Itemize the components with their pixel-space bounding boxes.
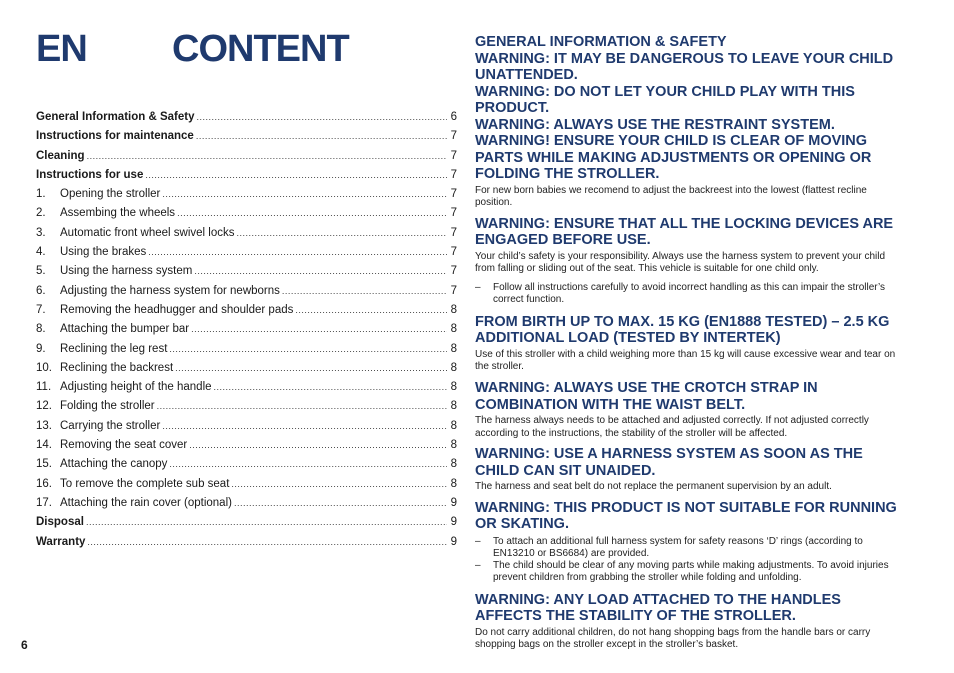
toc-entry[interactable] [36,343,457,362]
table-of-contents [36,111,457,555]
page-number: 6 [21,638,28,652]
list-item [475,282,897,306]
language-code: EN [36,28,87,70]
toc-entry[interactable] [36,130,457,149]
toc-entry-page: 8 [450,303,457,316]
toc-leader-dots [196,131,447,141]
toc-entry-number: 14. [36,439,52,452]
toc-leader-dots [87,151,447,161]
toc-entry[interactable] [36,400,457,419]
toc-entry[interactable] [36,169,457,188]
toc-leader-dots [196,112,447,122]
toc-entry-page: 8 [450,381,457,394]
list-item-text: Follow all instructions carefully to avoid incorrect handling as this can impair the stroller’s correct function. [493,281,886,305]
toc-entry-label: Adjusting height of the handle [60,381,212,394]
toc-entry-label: General Information & Safety [36,111,195,123]
toc-entry-label: Instructions for maintenance [36,130,194,143]
toc-entry[interactable] [36,207,457,226]
toc-entry-page: 7 [450,265,457,278]
toc-entry-page: 7 [450,284,457,297]
paragraph: Your child’s safety is your responsibility. Always use the harness system to prevent your child from falling or sliding out of the seat. This vehicle is suitable for one child only. [475,250,886,275]
toc-entry-number: 1. [36,188,46,201]
toc-leader-dots [214,382,447,392]
toc-entry-page: 6 [450,111,457,123]
toc-leader-dots [191,324,447,334]
warning-heading: WARNING: IT MAY BE DANGEROUS TO LEAVE YOUR CHILD UNATTENDED. [475,50,894,83]
toc-entry-number: 12. [36,400,52,413]
toc-leader-dots [148,247,447,257]
toc-entry-label: Removing the headhugger and shoulder pads [60,303,294,316]
toc-entry[interactable] [36,420,457,439]
toc-entry-label: Opening the stroller [60,188,161,201]
toc-leader-dots [189,440,447,450]
dash-marker: – [475,559,481,571]
toc-leader-dots [175,363,447,373]
warning-heading: WARNING: THIS PRODUCT IS NOT SUITABLE FOR RUNNING OR SKATING. [475,499,897,533]
toc-entry-page: 9 [450,516,457,529]
paragraph: Do not carry additional children, do not hang shopping bags from the handle bars or carry shopping bags on the stroller except in the stroller’s basket. [475,626,871,651]
toc-entry-label: Attaching the rain cover (optional) [60,496,232,509]
toc-leader-dots [169,344,447,354]
paragraph: Use of this stroller with a child weighing more than 15 kg will cause excessive wear and tear on the stroller. [475,348,896,373]
toc-entry-page: 7 [450,168,457,181]
paragraph: The harness always needs to be attached and adjusted correctly. If not adjusted correctly according to the instructions, the stability of the stroller will be affected. [475,415,869,439]
toc-leader-dots [87,537,447,547]
toc-entry[interactable] [36,285,457,304]
list-item-text: The child should be clear of any moving parts while making adjustments. To avoid injuries prevent children from grabbing the stroller while folding and unfolding. [493,559,889,583]
toc-entry-number: 3. [36,226,46,239]
toc-entry[interactable] [36,304,457,323]
dash-marker: – [475,535,481,547]
toc-entry-label: Using the harness system [60,265,193,278]
page-title: CONTENT [172,28,349,70]
list-item [475,536,897,560]
toc-entry-number: 6. [36,284,46,297]
toc-entry[interactable] [36,536,457,555]
toc-entry-number: 17. [36,496,52,509]
toc-entry[interactable] [36,478,457,497]
toc-entry-number: 8. [36,323,46,336]
toc-entry[interactable] [36,381,457,400]
toc-entry-page: 8 [450,419,457,432]
toc-entry-page: 7 [450,188,457,201]
bullet-list [475,282,897,306]
toc-entry-number: 11. [36,381,52,394]
toc-entry-page: 9 [450,535,457,548]
toc-entry-label: Automatic front wheel swivel locks [60,226,235,239]
toc-entry-label: Cleaning [36,149,85,162]
toc-leader-dots [231,479,447,489]
toc-entry-number: 13. [36,419,52,432]
toc-entry[interactable] [36,516,457,535]
toc-entry[interactable] [36,265,457,284]
toc-entry-number: 10. [36,361,52,374]
toc-leader-dots [162,421,447,431]
toc-entry-page: 7 [450,130,457,143]
toc-entry[interactable] [36,188,457,207]
toc-leader-dots [145,170,447,180]
toc-entry-page: 7 [450,207,457,220]
toc-entry[interactable] [36,111,457,130]
toc-entry[interactable] [36,323,457,342]
toc-entry-label: Disposal [36,516,84,529]
toc-leader-dots [169,459,447,469]
toc-entry-page: 7 [450,226,457,239]
toc-entry-label: Using the brakes [60,246,147,259]
toc-entry-label: Reclining the leg rest [60,342,168,355]
warning-heading: WARNING: ALWAYS USE THE CROTCH STRAP IN COMBINATION WITH THE WAIST BELT. [475,380,818,413]
warning-heading: WARNING: ENSURE THAT ALL THE LOCKING DEVICES ARE ENGAGED BEFORE USE. [475,215,894,249]
toc-leader-dots [194,266,447,276]
paragraph: The harness and seat belt do not replace the permanent supervision by an adult. [475,481,832,493]
toc-leader-dots [282,286,447,296]
toc-entry[interactable] [36,458,457,477]
toc-entry-page: 8 [450,400,457,413]
toc-leader-dots [162,189,447,199]
toc-entry-number: 16. [36,477,52,490]
list-item [475,560,897,584]
toc-entry-label: Removing the seat cover [60,439,188,452]
warning-heading: FROM BIRTH UP TO MAX. 15 KG (EN1888 TESTED) – 2.5 KG ADDITIONAL LOAD (TESTED BY INTERTEK) [475,313,890,347]
toc-entry-number: 4. [36,246,46,259]
toc-entry-page: 8 [450,439,457,452]
toc-entry-page: 8 [450,342,457,355]
toc-entry-page: 8 [450,477,457,490]
toc-entry-label: Adjusting the harness system for newborns [60,284,280,297]
toc-leader-dots [295,305,447,315]
warning-heading: WARNING: ALWAYS USE THE RESTRAINT SYSTEM. [475,116,835,133]
toc-leader-dots [86,517,447,527]
toc-entry[interactable] [36,497,457,516]
toc-entry-page: 7 [450,246,457,259]
toc-entry-page: 8 [450,323,457,336]
toc-entry[interactable] [36,362,457,381]
toc-entry-label: Attaching the bumper bar [60,323,190,336]
toc-entry-label: To remove the complete sub seat [60,477,230,490]
toc-entry-label: Warranty [36,535,86,548]
toc-leader-dots [157,401,447,411]
warning-heading: WARNING: USE A HARNESS SYSTEM AS SOON AS THE CHILD CAN SIT UNAIDED. [475,446,863,479]
toc-entry-label: Instructions for use [36,168,144,181]
toc-entry-label: Assembing the wheels [60,207,176,220]
toc-entry-page: 7 [450,149,457,162]
safety-section [475,34,897,658]
toc-entry-page: 8 [450,458,457,471]
warning-heading: WARNING: ANY LOAD ATTACHED TO THE HANDLES AFFECTS THE STABILITY OF THE STROLLER. [475,591,841,625]
toc-entry[interactable] [36,246,457,265]
toc-leader-dots [236,228,447,238]
warning-heading: WARNING: DO NOT LET YOUR CHILD PLAY WITH THIS PRODUCT. [475,83,855,116]
toc-entry-number: 2. [36,207,46,220]
list-item-text: To attach an additional full harness system for safety reasons ‘D’ rings (according to EN13210 or BS6684) are provided. [493,535,863,559]
toc-entry-label: Folding the stroller [60,400,155,413]
section-heading: GENERAL INFORMATION & SAFETY [475,34,727,50]
toc-entry-page: 8 [450,361,457,374]
toc-entry-number: 7. [36,303,46,316]
toc-entry-number: 15. [36,458,52,471]
toc-leader-dots [234,498,447,508]
toc-entry-page: 9 [450,496,457,509]
toc-entry[interactable] [36,150,457,169]
toc-leader-dots [177,208,447,218]
toc-entry-number: 5. [36,265,46,278]
toc-entry[interactable] [36,439,457,458]
warning-heading: WARNING! ENSURE YOUR CHILD IS CLEAR OF MOVING PARTS WHILE MAKING ADJUSTMENTS OR OPENING OR FOLDING THE STROLLER. [475,133,872,182]
toc-entry-label: Reclining the backrest [60,361,174,374]
paragraph: For new born babies we recomend to adjust the backreest into the lowest (flattest recline position. [475,184,867,209]
toc-entry-number: 9. [36,342,46,355]
dash-marker: – [475,281,481,293]
toc-entry-label: Attaching the canopy [60,458,168,471]
toc-entry-label: Carrying the stroller [60,419,161,432]
toc-entry[interactable] [36,227,457,246]
bullet-list [475,536,897,584]
